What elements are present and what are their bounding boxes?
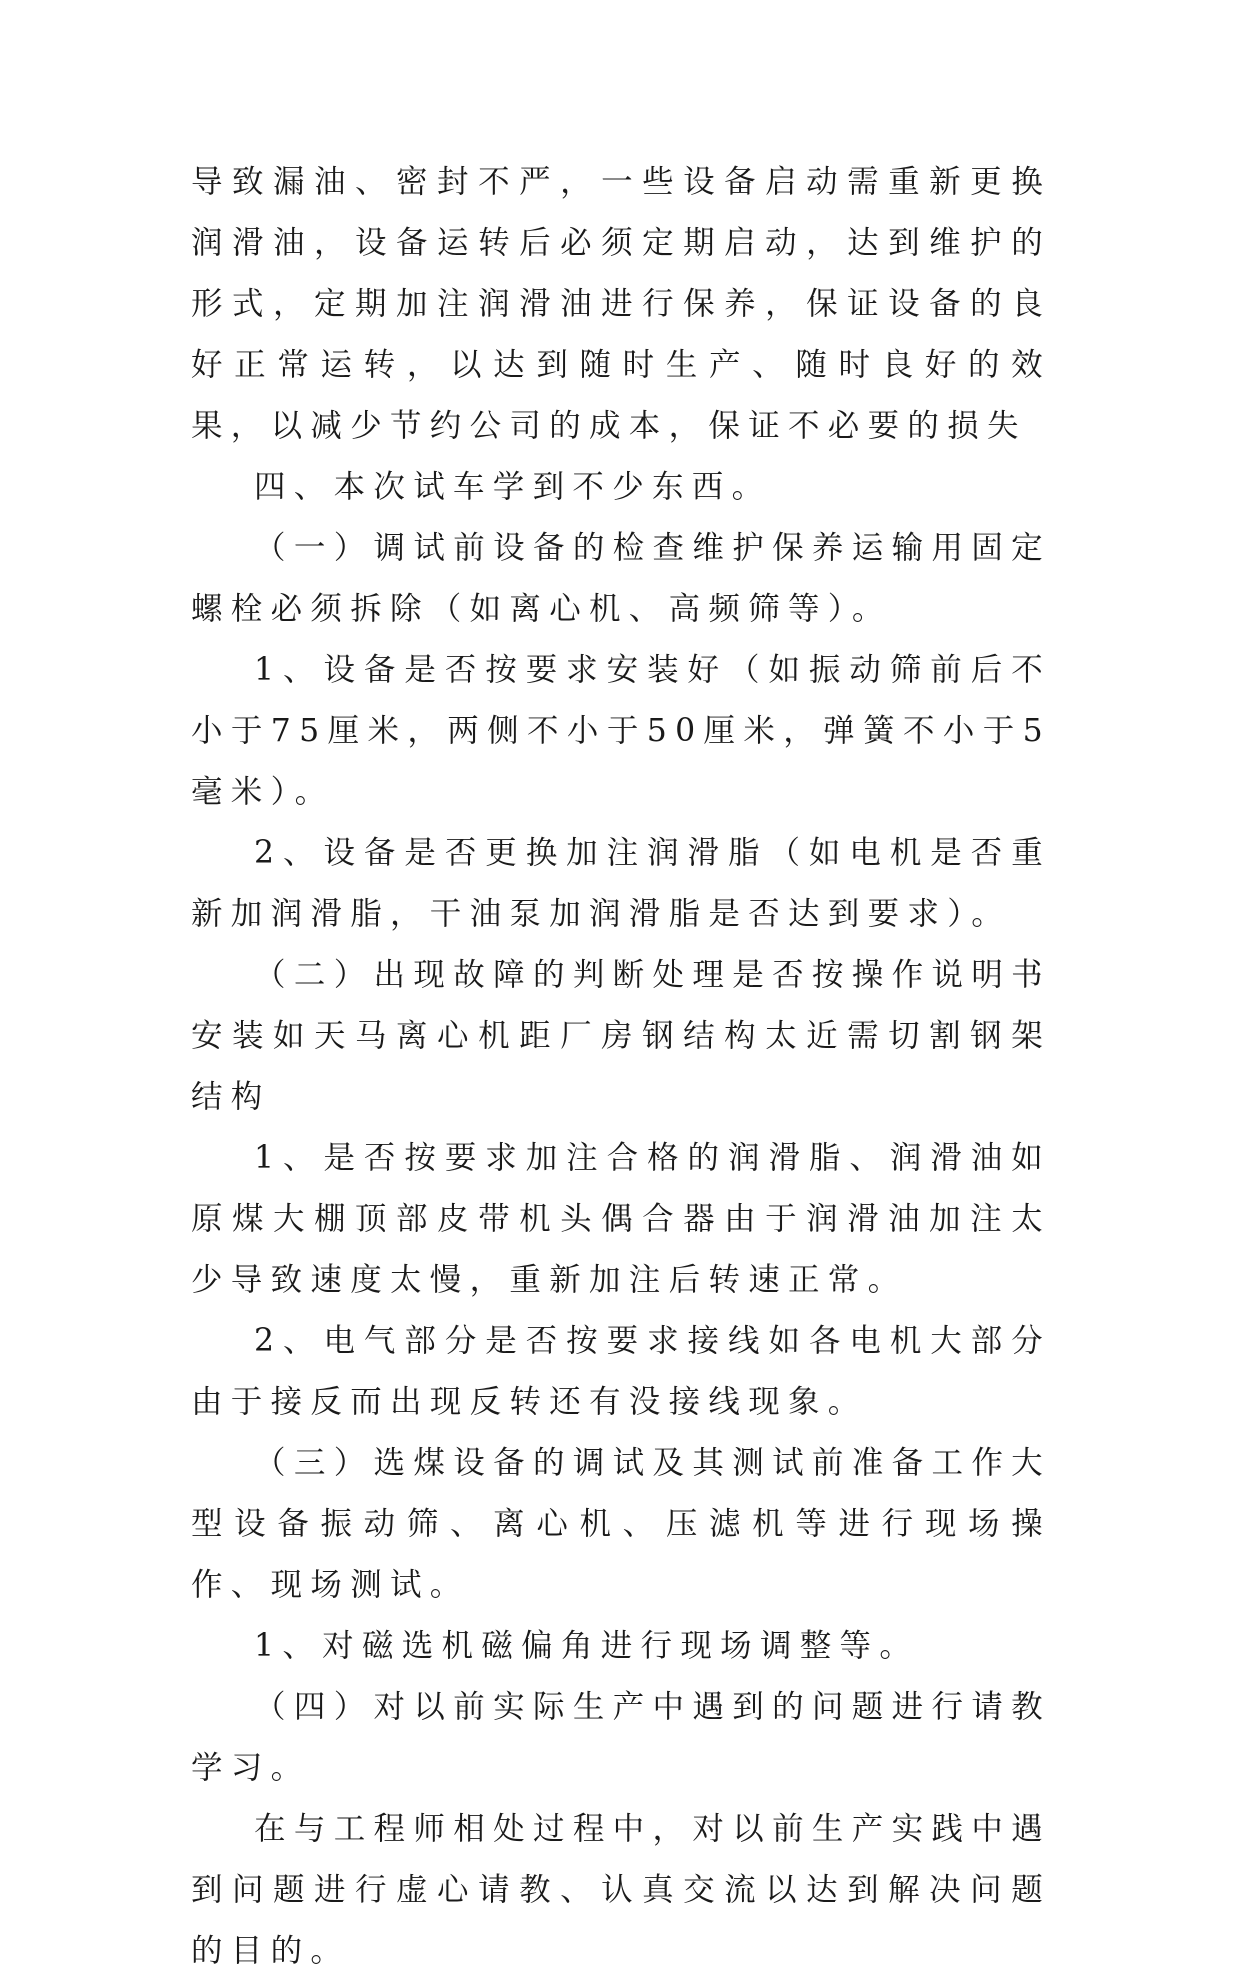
paragraph: 在与工程师相处过程中，对以前生产实践中遇到问题进行虚心请教、认真交流以达到解决问题的目的。 [191,1811,1051,1969]
paragraph: （一）调试前设备的检查维护保养运输用固定螺栓必须拆除（如离心机、高频筛等）。 [191,530,1051,627]
paragraph: （四）对以前实际生产中遇到的问题进行请教学习。 [191,1689,1051,1786]
paragraph: （三）选煤设备的调试及其测试前准备工作大型设备振动筛、离心机、压滤机等进行现场操作、现场测试。 [191,1445,1051,1603]
paragraph: 2、电气部分是否按要求接线如各电机大部分由于接反而出现反转还有没接线现象。 [191,1323,1051,1420]
document-body [191,152,1051,1982]
paragraph: （二）出现故障的判断处理是否按操作说明书安装如天马离心机距厂房钢结构太近需切割钢架结构 [191,957,1051,1115]
paragraph: 1、设备是否按要求安装好（如振动筛前后不小于75厘米，两侧不小于50厘米，弹簧不小于5毫米）。 [191,652,1051,810]
paragraph: 2、设备是否更换加注润滑脂（如电机是否重新加润滑脂，干油泵加润滑脂是否达到要求）。 [191,835,1051,932]
paragraph: 1、是否按要求加注合格的润滑脂、润滑油如原煤大棚顶部皮带机头偶合器由于润滑油加注太少导致速度太慢，重新加注后转速正常。 [191,1140,1051,1298]
paragraph: 四、本次试车学到不少东西。 [254,469,772,505]
paragraph: 导致漏油、密封不严，一些设备启动需重新更换润滑油，设备运转后必须定期启动，达到维护的形式，定期加注润滑油进行保养，保证设备的良好正常运转，以达到随时生产、随时良好的效果，以减少节约公司的成本，保证不必要的损失 [191,164,1051,444]
paragraph: 1、对磁选机磁偏角进行现场调整等。 [254,1628,920,1664]
